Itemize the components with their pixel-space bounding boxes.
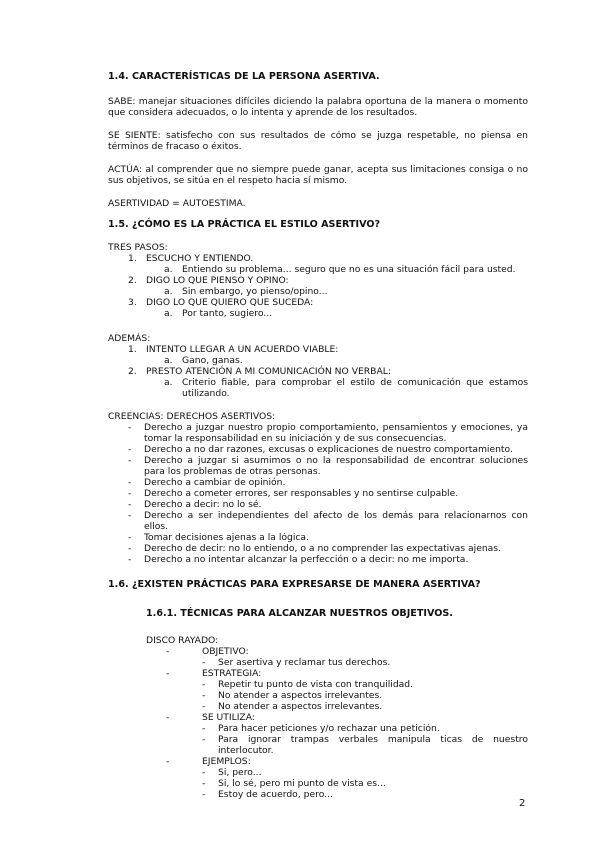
dash-bullet: - <box>202 778 206 789</box>
sub-list-item <box>164 377 528 399</box>
page-content <box>108 71 528 800</box>
list-item-text: DIGO LO QUE PIENSO Y OPINO: <box>146 275 289 286</box>
list-item <box>202 690 528 701</box>
section-1-4-heading: 1.4. CARACTERÍSTICAS DE LA PERSONA ASERTIVA. <box>108 71 380 82</box>
dash-bullet: - <box>166 756 170 767</box>
list-item <box>128 532 528 543</box>
list-number: 2. <box>128 366 137 377</box>
list-item-text: No atender a aspectos irrelevantes. <box>218 701 383 712</box>
list-number: 3. <box>128 297 137 308</box>
list-item <box>128 366 528 377</box>
list-item-text: Repetir tu punto de vista con tranquilidad. <box>218 679 414 690</box>
group-label-text: SE UTILIZA: <box>202 712 255 723</box>
dash-bullet: - <box>202 679 206 690</box>
asertividad-equation: ASERTIVIDAD = AUTOESTIMA. <box>108 198 246 209</box>
dash-bullet: - <box>202 767 206 778</box>
dash-bullet: - <box>166 646 170 657</box>
sub-list-letter: a. <box>164 355 173 366</box>
list-item <box>128 543 528 554</box>
creencias-block <box>108 411 528 565</box>
sub-list-item <box>164 355 528 366</box>
dash-bullet: - <box>128 554 132 565</box>
list-item-text: Estoy de acuerdo, pero... <box>218 789 333 800</box>
list-item-text: DIGO LO QUE QUIERO QUE SUCEDA: <box>146 297 314 308</box>
dash-bullet: - <box>202 789 206 800</box>
section-1-6-heading: 1.6. ¿EXISTEN PRÁCTICAS PARA EXPRESARSE DE MANERA ASERTIVA? <box>108 579 481 590</box>
list-item-text: ESCUCHO Y ENTIENDO. <box>146 253 254 264</box>
list-item-text: Si, pero... <box>218 767 262 778</box>
dash-bullet: - <box>202 734 206 745</box>
list-item <box>128 510 528 532</box>
dash-bullet: - <box>166 668 170 679</box>
dash-bullet: - <box>128 543 132 554</box>
list-item-text: Derecho a decir: no lo sé. <box>144 499 262 510</box>
list-item-text: Derecho de decir: no lo entiendo, o a no comprender las expectativas ajenas. <box>144 543 502 554</box>
actua-paragraph: ACTÚA: al comprender que no siempre puede ganar, acepta sus limitaciones consiga o no sus objetivos, se sitúa en el respeto hacia sí mismo. <box>108 164 528 186</box>
pasos-list <box>128 253 528 319</box>
dash-bullet: - <box>128 488 132 499</box>
sabe-paragraph: SABE: manejar situaciones difíciles diciendo la palabra oportuna de la manera o momento que considera adecuados, o lo intenta y aprende de los resultados. <box>108 96 528 118</box>
dash-bullet: - <box>128 499 132 510</box>
list-item <box>128 499 528 510</box>
dash-bullet: - <box>128 532 132 543</box>
dash-bullet: - <box>202 723 206 734</box>
sub-list-text: Entiendo su problema... seguro que no es una situación fácil para usted. <box>182 264 516 275</box>
list-item <box>202 778 528 789</box>
list-item-text: Si, lo sé, pero mi punto de vista es... <box>218 778 386 789</box>
ademas-label: ADEMÁS: <box>108 333 151 344</box>
tres-pasos-label: TRES PASOS: <box>108 242 168 253</box>
sub-list-item <box>164 264 528 275</box>
sub-list-letter: a. <box>164 377 173 388</box>
technique-group-label <box>166 756 528 767</box>
list-item-text: Derecho a ser independientes del afecto de los demás para relacionarnos con ellos. <box>144 510 528 532</box>
list-item <box>128 488 528 499</box>
dash-bullet: - <box>166 712 170 723</box>
derechos-list <box>128 422 528 565</box>
tres-pasos-block <box>108 242 528 319</box>
sub-list-text: Sin embargo, yo pienso/opino... <box>182 286 328 297</box>
list-item-text: Derecho a cometer errores, ser responsables y no sentirse culpable. <box>144 488 459 499</box>
page-number: 2 <box>519 798 526 809</box>
sub-list-item <box>164 286 528 297</box>
list-number: 2. <box>128 275 137 286</box>
list-item-text: Derecho a juzgar nuestro propio comportamiento, pensamientos y emociones, ya tomar la responsabilidad en su iniciación y de sus consecuencias. <box>144 422 528 444</box>
list-item <box>202 701 528 712</box>
list-item <box>128 422 528 444</box>
list-number: 1. <box>128 253 137 264</box>
list-item-text: Para ignorar trampas verbales manipula ticas de nuestro interlocutor. <box>218 734 528 756</box>
list-item <box>128 253 528 264</box>
sub-list-text: Criterio fiable, para comprobar el estilo de comunicación que estamos utilizando. <box>182 377 528 399</box>
dash-bullet: - <box>202 690 206 701</box>
dash-bullet: - <box>128 455 132 466</box>
list-item-text: Derecho a no dar razones, excusas o explicaciones de nuestro comportamiento. <box>144 444 513 455</box>
list-item <box>202 789 528 800</box>
technique-group-label <box>166 646 528 657</box>
sub-list-letter: a. <box>164 308 173 319</box>
dash-bullet: - <box>128 444 132 455</box>
group-label-text: ESTRATEGIA: <box>202 668 262 679</box>
list-item <box>128 275 528 286</box>
creencias-label: CREENCIAS: DERECHOS ASERTIVOS: <box>108 411 276 422</box>
list-item <box>128 477 528 488</box>
list-item <box>202 767 528 778</box>
list-item <box>202 734 528 756</box>
technique-group-label <box>166 668 528 679</box>
ademas-list <box>128 344 528 399</box>
dash-bullet: - <box>202 701 206 712</box>
dash-bullet: - <box>128 477 132 488</box>
list-item-text: Derecho a no intentar alcanzar la perfección o a decir: no me importa. <box>144 554 469 565</box>
list-item-text: Para hacer peticiones y/o rechazar una petición. <box>218 723 440 734</box>
list-item <box>202 657 528 668</box>
section-1-5-heading: 1.5. ¿CÓMO ES LA PRÁCTICA EL ESTILO ASERTIVO? <box>108 219 381 230</box>
technique-group-label <box>166 712 528 723</box>
list-item <box>128 554 528 565</box>
disco-rayado-label: DISCO RAYADO: <box>146 635 219 646</box>
siente-paragraph: SE SIENTE: satisfecho con sus resultados de cómo se juzga respetable, no piensa en términos de fracaso o éxitos. <box>108 130 528 152</box>
sub-list-text: Gano, ganas. <box>182 355 243 366</box>
disco-rayado-block <box>146 635 528 800</box>
list-number: 1. <box>128 344 137 355</box>
sub-list-letter: a. <box>164 264 173 275</box>
list-item-text: INTENTO LLEGAR A UN ACUERDO VIABLE: <box>146 344 339 355</box>
list-item-text: Derecho a cambiar de opinión. <box>144 477 286 488</box>
list-item <box>202 723 528 734</box>
list-item-text: No atender a aspectos irrelevantes. <box>218 690 383 701</box>
list-item-text: Tomar decisiones ajenas a la lógica. <box>144 532 309 543</box>
list-item <box>202 679 528 690</box>
list-item-text: PRESTO ATENCIÓN A MI COMUNICACIÓN NO VERBAL: <box>146 366 391 377</box>
section-1-6-1-heading: 1.6.1. TÉCNICAS PARA ALCANZAR NUESTROS OBJETIVOS. <box>146 608 453 619</box>
list-item-text: Ser asertiva y reclamar tus derechos. <box>218 657 391 668</box>
list-item <box>128 455 528 477</box>
sub-list-text: Por tanto, sugiero... <box>182 308 273 319</box>
dash-bullet: - <box>128 422 132 433</box>
sub-list-item <box>164 308 528 319</box>
ademas-block <box>108 333 528 399</box>
group-label-text: OBJETIVO: <box>202 646 249 657</box>
list-item-text: Derecho a juzgar si asumimos o no la responsabilidad de encontrar soluciones para los problemas de otras personas. <box>144 455 528 477</box>
sub-list-letter: a. <box>164 286 173 297</box>
list-item <box>128 444 528 455</box>
dash-bullet: - <box>128 510 132 521</box>
list-item <box>128 344 528 355</box>
group-label-text: EJEMPLOS: <box>202 756 251 767</box>
dash-bullet: - <box>202 657 206 668</box>
list-item <box>128 297 528 308</box>
